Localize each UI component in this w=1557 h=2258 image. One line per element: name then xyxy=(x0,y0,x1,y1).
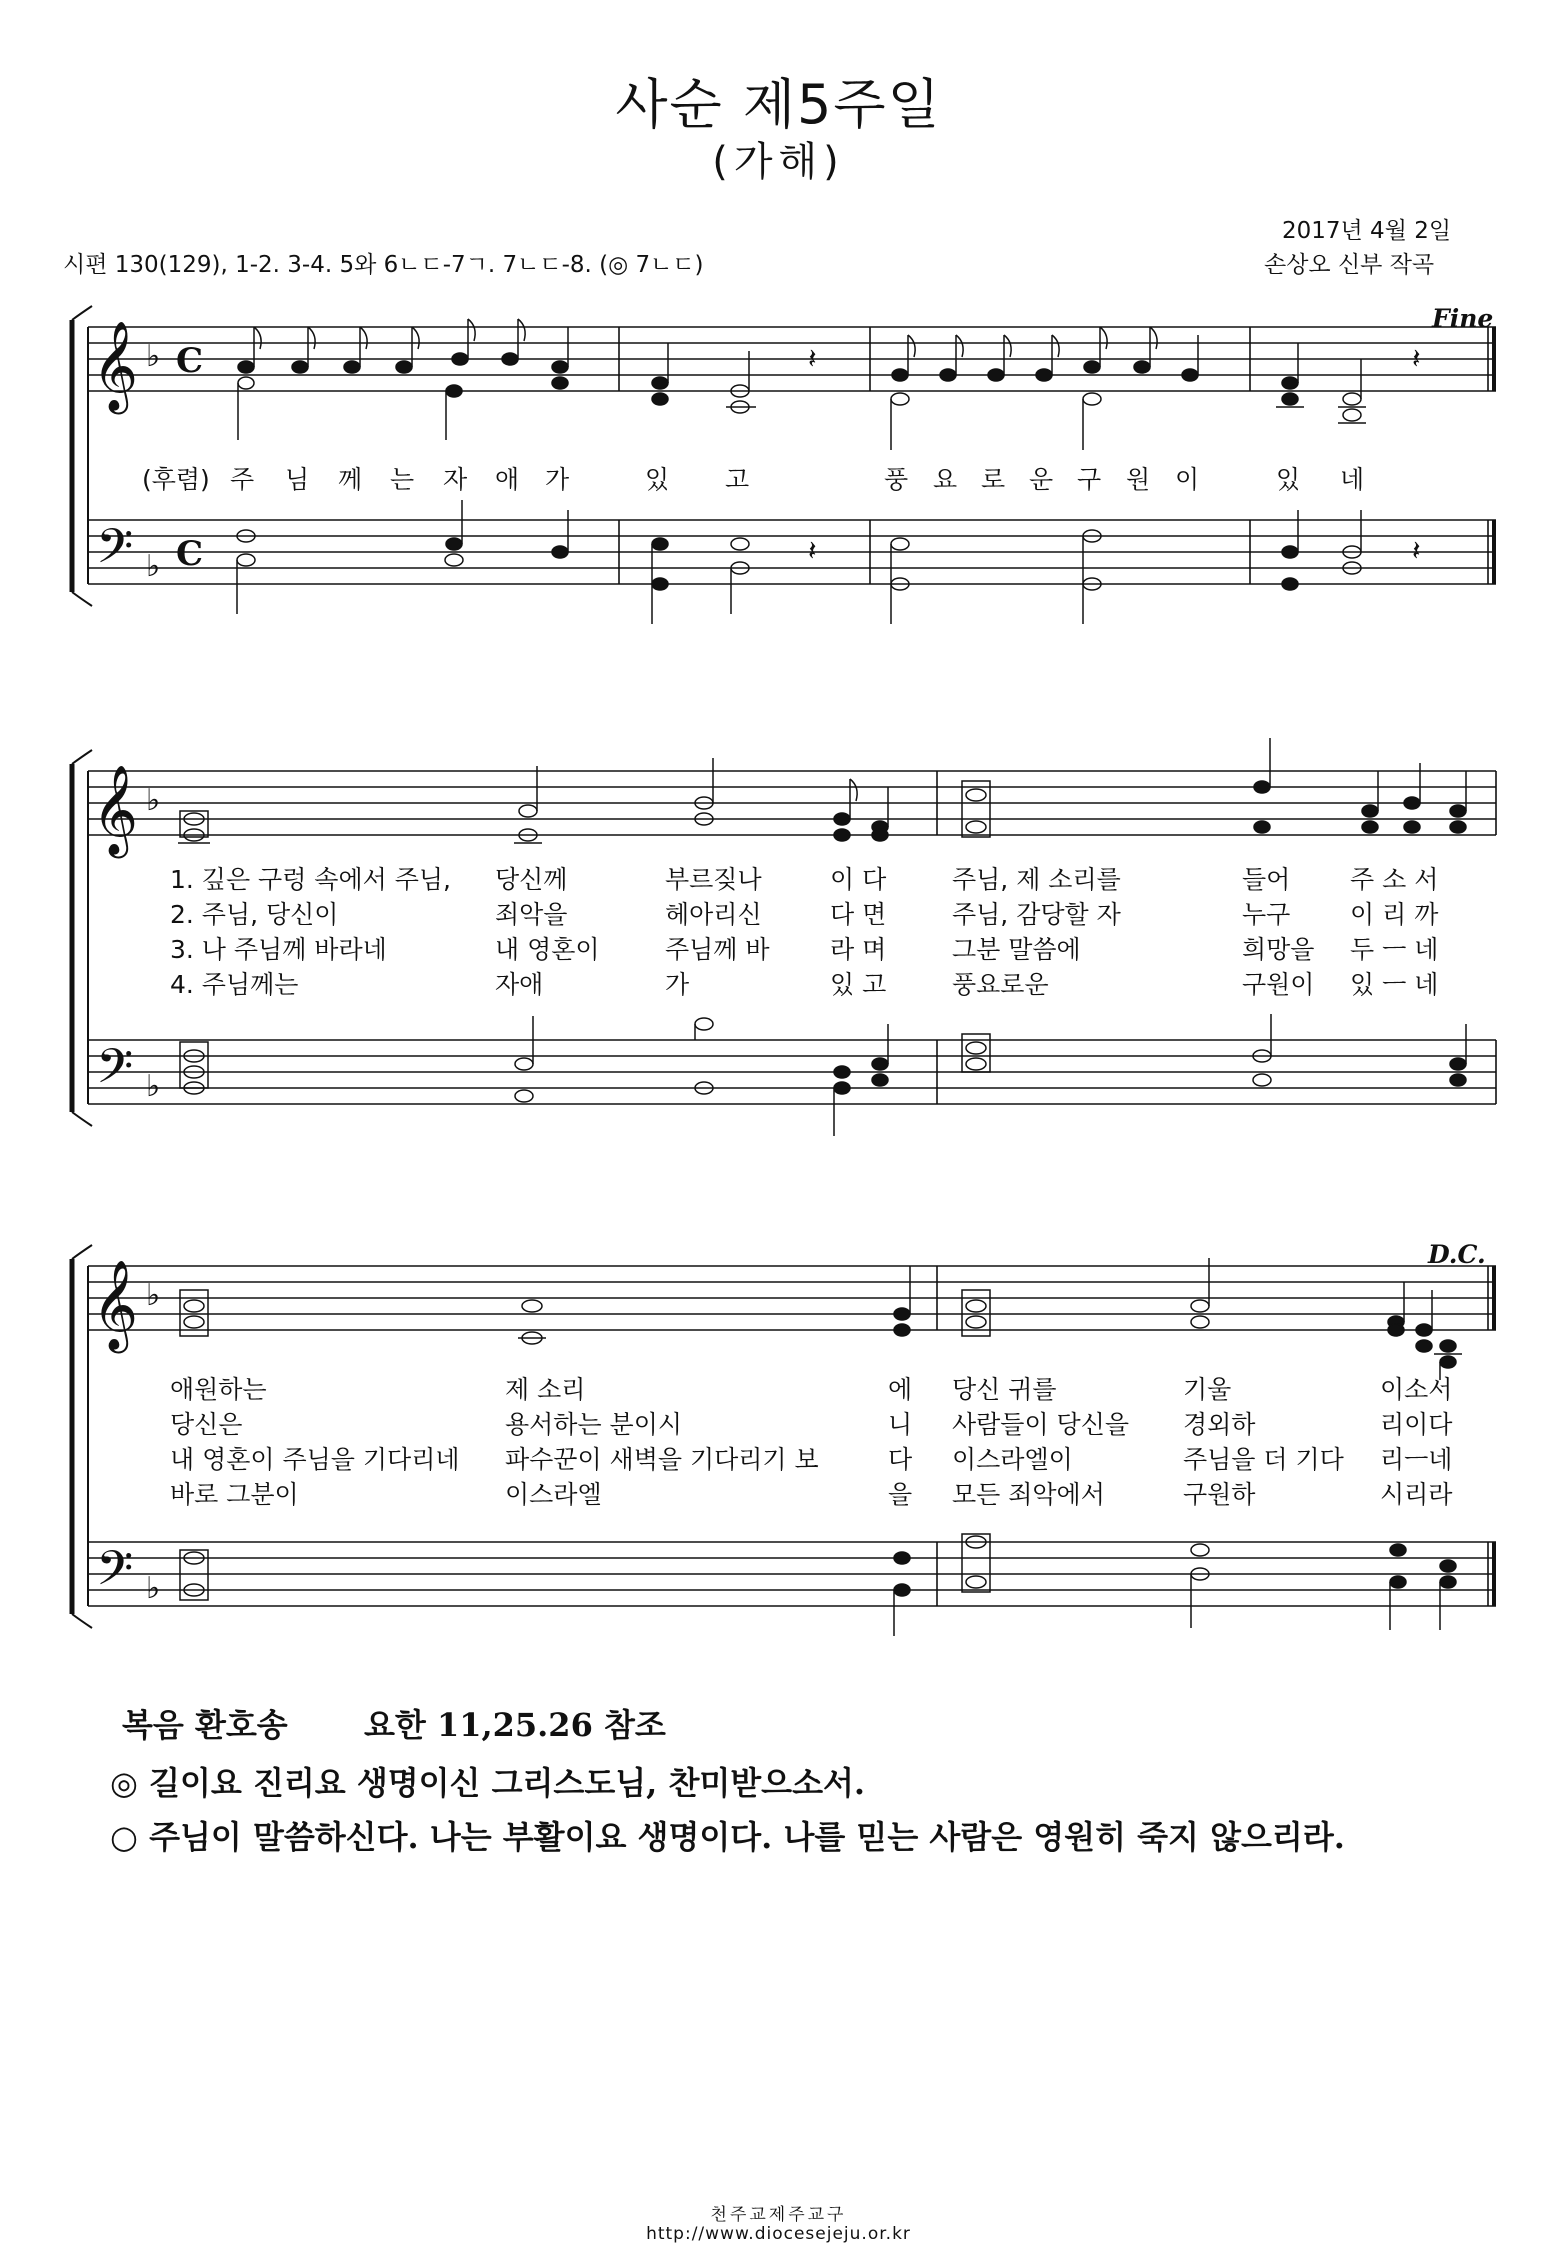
svg-text:♭: ♭ xyxy=(146,339,161,374)
system2-treble-notes xyxy=(178,738,1466,843)
footer-org: 천주교제주교구 xyxy=(710,2205,847,2225)
note xyxy=(894,1552,910,1636)
note xyxy=(1404,763,1420,833)
verse-2-text: 이 리 까 xyxy=(1350,900,1439,929)
lyric-syllable: 요 xyxy=(933,465,958,494)
note xyxy=(396,327,419,373)
note xyxy=(652,343,668,405)
verse-4-text: 이스라엘 xyxy=(505,1480,602,1509)
verse-4-text: 자애 xyxy=(495,970,544,999)
system1-bass-notes xyxy=(237,500,1421,624)
verse-3-text: 내 영혼이 주님을 기다리네 xyxy=(170,1445,460,1474)
verse-3-text: 다 xyxy=(888,1445,913,1474)
svg-text:♭: ♭ xyxy=(146,549,161,584)
verse-2-text: 누구 xyxy=(1242,900,1291,929)
verse-3-text: 그분 말씀에 xyxy=(952,935,1081,964)
refrain-label: (후렴) xyxy=(142,465,210,494)
treble-clef-icon: 𝄞 xyxy=(92,765,139,855)
lyric-syllable: 풍 xyxy=(884,465,909,494)
lyric-syllable: 있 xyxy=(645,465,670,494)
note xyxy=(1134,327,1157,373)
verse-3-text: 라 며 xyxy=(830,935,887,964)
verse-1-text: 1. 깊은 구렁 속에서 주님, xyxy=(170,865,451,894)
verse-4-text: 있 고 xyxy=(830,970,887,999)
svg-text:𝄽: 𝄽 xyxy=(1412,534,1421,567)
note xyxy=(445,500,463,566)
staff-system2-treble xyxy=(88,771,1496,835)
verse-1-text: 당신 귀를 xyxy=(952,1375,1057,1404)
dc-marking: D.C. xyxy=(1428,1240,1486,1269)
note xyxy=(292,327,315,373)
lyric-syllable: 애 xyxy=(495,465,520,494)
note xyxy=(452,319,475,365)
note xyxy=(652,538,668,624)
note xyxy=(894,1266,910,1336)
verse-3-text: 희망을 xyxy=(1242,935,1315,964)
breve xyxy=(180,1042,208,1094)
verse-1-text: 이 다 xyxy=(830,865,887,894)
verse-2-text: 경외하 xyxy=(1183,1410,1256,1439)
note xyxy=(1036,335,1059,381)
note xyxy=(1388,1282,1404,1336)
lyric-syllable: 주 xyxy=(230,465,255,494)
verse-1-text: 들어 xyxy=(1242,865,1291,894)
verse-1-text: 에 xyxy=(888,1375,913,1404)
svg-text:♭: ♭ xyxy=(146,1278,161,1313)
lyric-syllable: 가 xyxy=(545,465,570,494)
verse-3-text: 두 ㅡ 네 xyxy=(1350,935,1439,964)
staff-system3-bass xyxy=(88,1542,1496,1606)
time-signatures xyxy=(176,341,203,574)
note xyxy=(1253,1014,1271,1086)
breve xyxy=(962,781,990,837)
breve xyxy=(178,811,210,843)
verse-2-text: 헤아리신 xyxy=(665,900,762,929)
note xyxy=(1191,1258,1209,1328)
verse-3-text: 주님께 바 xyxy=(665,935,770,964)
verse-2-text: 주님, 감당할 자 xyxy=(952,900,1121,929)
note xyxy=(514,766,542,843)
key-signatures xyxy=(146,339,160,1606)
verse-3-text: 리ㅡ네 xyxy=(1380,1445,1453,1474)
breve xyxy=(962,1290,990,1336)
verse-4-text: 바로 그분이 xyxy=(170,1480,299,1509)
note xyxy=(872,787,888,841)
verse-3-text: 내 영혼이 xyxy=(495,935,600,964)
staff-system2-bass xyxy=(88,1040,1496,1104)
svg-text:C: C xyxy=(176,534,204,574)
note xyxy=(1440,1560,1456,1630)
note xyxy=(515,1016,533,1102)
verse-1-text: 부르짖나 xyxy=(665,865,762,894)
lyric-syllable: 구 xyxy=(1077,465,1102,494)
verse-2-text: 죄악을 xyxy=(495,900,568,929)
note xyxy=(1083,530,1101,624)
verse-3-text: 이스라엘이 xyxy=(952,1445,1073,1474)
psalm-reference: 시편 130(129), 1-2. 3-4. 5와 6ㄴㄷ-7ㄱ. 7ㄴㄷ-8. (◎ 7ㄴㄷ) xyxy=(63,252,704,278)
note xyxy=(552,327,568,389)
lyric-syllable: 원 xyxy=(1126,465,1151,494)
verse-4-text: 구원이 xyxy=(1242,970,1315,999)
verse-4-text: 있 ㅡ 네 xyxy=(1350,970,1439,999)
verse-1-text: 기울 xyxy=(1183,1375,1232,1404)
note xyxy=(518,1300,546,1344)
verse-2-text: 사람들이 당신을 xyxy=(952,1410,1129,1439)
bass-clef-icon: 𝄢 xyxy=(96,1038,134,1106)
note xyxy=(1191,1544,1209,1628)
verse-4-text: 구원하 xyxy=(1183,1480,1256,1509)
lyric-syllable: 님 xyxy=(285,465,310,494)
page-title: 사순 제5주일 xyxy=(615,73,942,136)
note xyxy=(834,779,857,841)
note xyxy=(1362,771,1378,833)
breve xyxy=(180,1290,208,1336)
note xyxy=(1182,335,1198,381)
note xyxy=(238,327,261,373)
lyric-syllable: 자 xyxy=(443,465,468,494)
note xyxy=(988,335,1011,381)
verse-4-text: 을 xyxy=(888,1480,913,1509)
verse-4-text: 모든 죄악에서 xyxy=(952,1480,1105,1509)
note xyxy=(344,327,367,373)
lyric-syllable: 는 xyxy=(390,465,415,494)
svg-text:𝄽: 𝄽 xyxy=(808,342,817,375)
staff-system3-treble xyxy=(88,1266,1496,1330)
verse-3-text: 3. 나 주님께 바라네 xyxy=(170,935,387,964)
lyric-syllable: 께 xyxy=(338,465,363,494)
note xyxy=(1083,393,1101,450)
verse-4-text: 4. 주님께는 xyxy=(170,970,299,999)
note xyxy=(1450,771,1466,833)
lyric-syllable: 로 xyxy=(981,465,1006,494)
acclamation-reference: 요한 11,25.26 참조 xyxy=(364,1706,666,1744)
verse-4-text: 가 xyxy=(665,970,690,999)
bass-clef-icon: 𝄢 xyxy=(96,1540,134,1608)
verse-2-text: 당신은 xyxy=(170,1410,243,1439)
svg-text:♭: ♭ xyxy=(146,1069,161,1104)
note xyxy=(1390,1544,1406,1630)
clefs xyxy=(92,321,138,1608)
verse-1-text: 애원하는 xyxy=(170,1375,267,1404)
system3-treble-notes xyxy=(180,1258,1462,1380)
verse-1-text: 이소서 xyxy=(1380,1375,1453,1404)
verse-2-text: 리이다 xyxy=(1380,1410,1453,1439)
note xyxy=(502,319,525,365)
system2-bass-notes xyxy=(180,1014,1466,1136)
note xyxy=(940,335,963,381)
verse-2-text: 다 면 xyxy=(830,900,887,929)
note xyxy=(237,530,255,614)
verse-2-text: 니 xyxy=(888,1410,913,1439)
footer-url[interactable]: http://www.diocesejeju.or.kr xyxy=(646,2224,911,2244)
note xyxy=(872,1024,888,1086)
lyric-syllable: 있 xyxy=(1276,465,1301,494)
system1-treble-notes xyxy=(238,319,1421,450)
lyric-syllable: 고 xyxy=(725,465,750,494)
note xyxy=(892,335,915,381)
note xyxy=(834,1066,850,1136)
lyric-syllable: 운 xyxy=(1029,465,1054,494)
acclamation-heading: 복음 환호송 xyxy=(122,1706,288,1744)
svg-text:𝄽: 𝄽 xyxy=(808,534,817,567)
note xyxy=(552,510,568,558)
verse-1-text: 당신께 xyxy=(495,865,568,894)
verse-1-text: 주 소 서 xyxy=(1350,865,1439,894)
verse-2-text: 용서하는 분이시 xyxy=(505,1410,682,1439)
bass-clef-icon: 𝄢 xyxy=(96,518,134,586)
note xyxy=(1282,510,1298,590)
note xyxy=(891,393,909,450)
verse-2-text: 2. 주님, 당신이 xyxy=(170,900,339,929)
treble-clef-icon: 𝄞 xyxy=(92,321,139,411)
lyric-syllable: 이 xyxy=(1175,465,1200,494)
verse-1-text: 주님, 제 소리를 xyxy=(952,865,1121,894)
treble-clef-icon: 𝄞 xyxy=(92,1260,139,1350)
verse-3-text: 주님을 더 기다 xyxy=(1183,1445,1344,1474)
note xyxy=(446,385,462,440)
svg-text:𝄽: 𝄽 xyxy=(1412,342,1421,375)
svg-text:♭: ♭ xyxy=(146,1571,161,1606)
acclamation-response: ◎ 길이요 진리요 생명이신 그리스도님, 찬미받으소서. xyxy=(110,1764,866,1802)
composer: 손상오 신부 작곡 xyxy=(1264,252,1435,278)
note xyxy=(695,758,713,825)
verse-4-text: 시리라 xyxy=(1380,1480,1453,1509)
lyric-syllable: 네 xyxy=(1340,465,1365,494)
verse-1-text: 제 소리 xyxy=(505,1375,586,1404)
verse-4-text: 풍요로운 xyxy=(952,970,1049,999)
note xyxy=(1450,1024,1466,1086)
fine-marking: Fine xyxy=(1432,304,1494,333)
note xyxy=(891,538,909,624)
note xyxy=(726,351,756,413)
acclamation-verse: ○ 주님이 말씀하신다. 나는 부활이요 생명이다. 나를 믿는 사람은 영원히 죽지 않으리라. xyxy=(110,1818,1345,1856)
page-subtitle: (가해) xyxy=(712,139,845,185)
note xyxy=(238,377,254,440)
note xyxy=(1416,1290,1432,1352)
system3-bass-notes xyxy=(180,1534,1456,1636)
note xyxy=(731,538,749,614)
note xyxy=(1084,327,1107,373)
svg-text:♭: ♭ xyxy=(146,783,161,818)
date: 2017년 4월 2일 xyxy=(1282,218,1452,244)
verse-3-text: 파수꾼이 새벽을 기다리기 보 xyxy=(505,1445,819,1474)
svg-text:C: C xyxy=(176,341,204,381)
